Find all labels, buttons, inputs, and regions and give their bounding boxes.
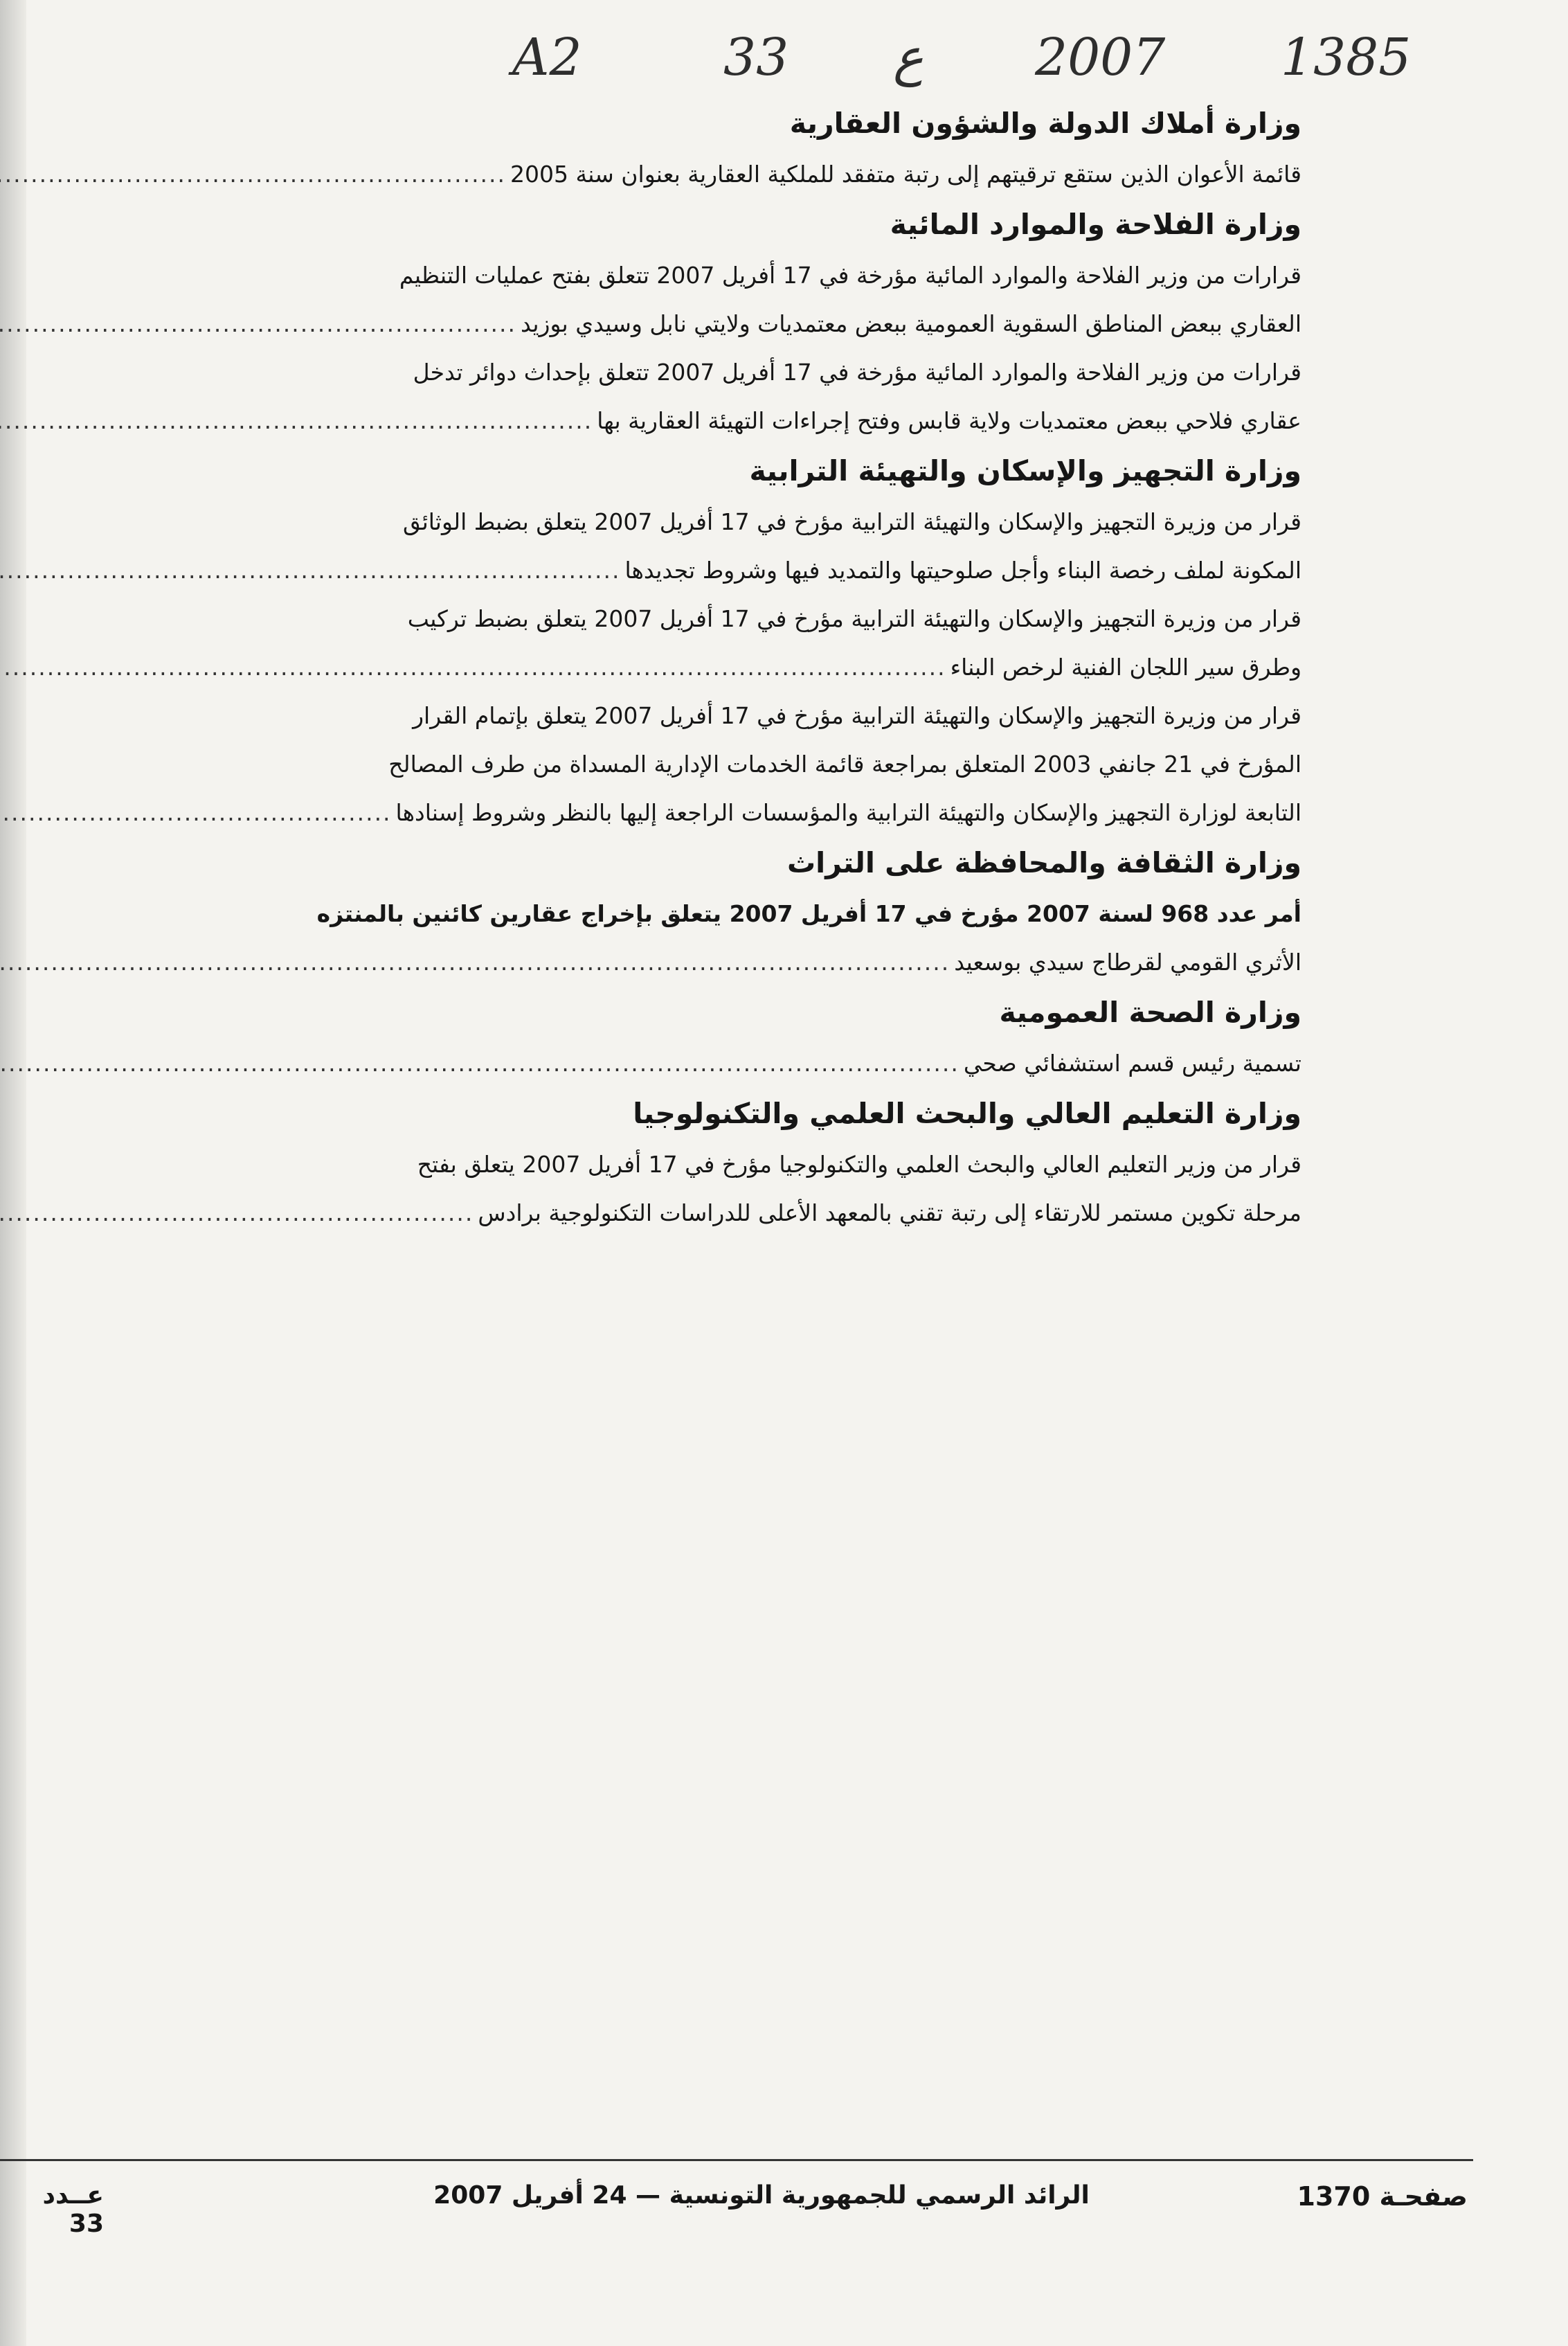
section-heading: وزارة التجهيز والإسكان والتهيئة الترابية [749,454,1301,487]
scan-edge-shadow [0,0,26,2346]
entry-text: العقاري ببعض المناطق السقوية العمومية ببعض معتمديات ولايتي نابل وسيدي بوزيد [521,310,1301,337]
entry-line [132,938,1301,986]
entry-text: عقاري فلاحي ببعض معتمديات ولاية قابس وفتح إجراءات التهيئة العقارية بها [597,406,1301,434]
entry-line [132,1140,1301,1188]
leader-dots [0,654,950,681]
entry-text: أمر عدد 968 لسنة 2007 مؤرخ في 17 أفريل 2007 يتعلق بإخراج عقارين كائنين بالمنتزه [316,899,1301,927]
toc-entry[interactable] [132,594,1301,691]
leader-dots [0,799,396,826]
entry-text: مرحلة تكوين مستمر للارتقاء إلى رتبة تقني بالمعهد الأعلى للدراسات التكنولوجية برادس [478,1199,1301,1226]
handwritten-mark: ع [893,28,924,87]
leader-dots [0,310,521,337]
entry-text: تسمية رئيس قسم استشفائي صحي [963,1049,1301,1077]
entry-text: التابعة لوزارة التجهيز والإسكان والتهيئة الترابية والمؤسسات الراجعة إليها بالنظر وشروط إسنادها [395,798,1301,826]
handwritten-mark: A2 [512,28,582,87]
handwritten-mark: 2007 [1035,28,1166,87]
issue-number: عــدد 33 [42,2181,104,2238]
leader-dots [0,949,954,976]
leader-dots [0,1199,478,1226]
entry-text: قرار من وزيرة التجهيز والإسكان والتهيئة الترابية مؤرخ في 17 أفريل 2007 يتعلق بضبط الوثائق [403,508,1301,535]
entry-text: وطرق سير اللجان الفنية لرخص البناء [950,653,1301,681]
entry-line [132,497,1301,546]
toc-entry[interactable] [132,1039,1301,1087]
section-heading: وزارة التعليم العالي والبحث العلمي والتكنولوجيا [633,1097,1301,1130]
entry-text: قرارات من وزير الفلاحة والموارد المائية مؤرخة في 17 أفريل 2007 تتعلق بإحداث دوائر تدخل [413,358,1301,386]
entry-line [132,594,1301,643]
entry-line [132,1188,1301,1237]
section-heading: وزارة الثقافة والمحافظة على التراث [786,846,1301,879]
entry-line [132,150,1301,198]
entry-text: قرار من وزير التعليم العالي والبحث العلمي والتكنولوجيا مؤرخ في 17 أفريل 2007 يتعلق بفتح [417,1150,1301,1178]
toc-section [132,198,1301,445]
entry-text: قرار من وزيرة التجهيز والإسكان والتهيئة الترابية مؤرخ في 17 أفريل 2007 يتعلق بإتمام القرار [413,701,1301,729]
toc-section [132,445,1301,836]
entry-line [132,251,1301,299]
journal-title: الرائد الرسمي للجمهورية التونسية — 24 أفريل 2007 [433,2181,1090,2210]
page-label: صفحـة 1370 [1297,2181,1468,2212]
toc-section [132,97,1301,198]
entry-line [132,788,1301,836]
handwritten-mark: 33 [723,28,789,87]
footer-divider [0,2159,1473,2161]
toc-entry[interactable] [132,691,1301,836]
entry-text: قرار من وزيرة التجهيز والإسكان والتهيئة الترابية مؤرخ في 17 أفريل 2007 يتعلق بضبط تركيب [407,605,1301,632]
entry-line [132,546,1301,594]
entry-text: قائمة الأعوان الذين ستقع ترقيتهم إلى رتبة متفقد للملكية العقارية بعنوان سنة 2005 [510,160,1301,188]
toc-entry[interactable] [132,497,1301,594]
toc-entry[interactable] [132,348,1301,445]
entry-line [132,1039,1301,1087]
page-footer [0,2181,1568,2238]
leader-dots [0,1050,964,1077]
entry-text: قرارات من وزير الفلاحة والموارد المائية مؤرخة في 17 أفريل 2007 تتعلق بفتح عمليات التنظيم [399,261,1301,289]
leader-dots [0,161,510,188]
entry-line [132,299,1301,348]
entry-text: الأثري القومي لقرطاج سيدي بوسعيد [954,948,1301,976]
toc-entry[interactable] [132,251,1301,348]
handwritten-annotation [0,28,1568,104]
entry-line [132,740,1301,788]
section-heading: وزارة الفلاحة والموارد المائية [890,208,1301,241]
leader-dots [0,407,597,434]
entry-text: المؤرخ في 21 جانفي 2003 المتعلق بمراجعة قائمة الخدمات الإدارية المسداة من طرف المصالح [388,750,1301,778]
entry-text: المكونة لملف رخصة البناء وأجل صلوحيتها والتمديد فيها وشروط تجديدها [624,556,1301,584]
toc-section [132,1087,1301,1237]
entry-line [132,396,1301,445]
toc-entry[interactable] [132,150,1301,198]
toc-entry[interactable] [132,1140,1301,1237]
table-of-contents [132,97,1301,1237]
entry-line [132,691,1301,740]
toc-section [132,986,1301,1087]
toc-entry[interactable] [132,889,1301,986]
leader-dots [0,557,624,584]
entry-line [132,889,1301,938]
section-heading: وزارة الصحة العمومية [999,996,1301,1029]
section-heading: وزارة أملاك الدولة والشؤون العقارية [789,107,1301,140]
toc-section [132,836,1301,986]
handwritten-mark: 1385 [1281,28,1412,87]
entry-line [132,643,1301,691]
entry-line [132,348,1301,396]
